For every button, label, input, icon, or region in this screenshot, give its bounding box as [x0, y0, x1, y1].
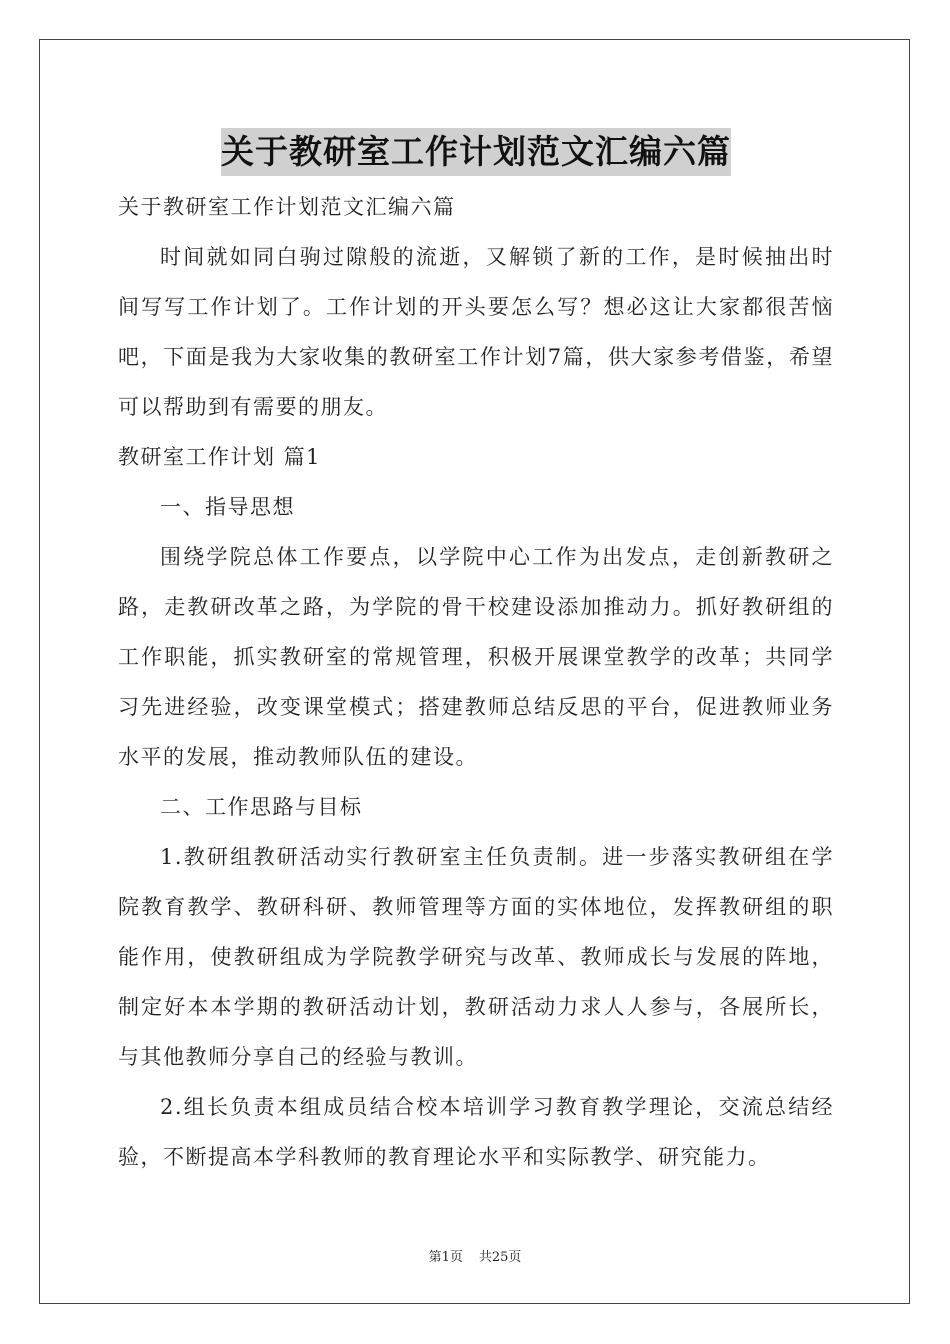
paragraph-goal-1: 1.教研组教研活动实行教研室主任负责制。进一步落实教研组在学院教育教学、教研科研、教师管理等方面的实体地位，发挥教研组的职能作用，使教研组成为学院教学研究与改革、教师成长与发展的阵地，制定好本本学期的教研活动计划，教研活动力求人人参与，各展所长，与其他教师分享自己的经验与教训。: [118, 845, 834, 1069]
heading-guiding-ideology: 一、指导思想: [160, 495, 295, 519]
page-total: 共25页: [478, 1250, 522, 1265]
intro-paragraph: 时间就如同白驹过隙般的流逝，又解锁了新的工作，是时候抽出时间写写工作计划了。工作计划的开头要怎么写？想必这让大家都很苦恼吧，下面是我为大家收集的教研室工作计划7篇，供大家参考借鉴，希望可以帮助到有需要的朋友。: [118, 245, 834, 419]
page-footer: [0, 1246, 950, 1265]
paragraph-goal-2: 2.组长负责本组成员结合校本培训学习教育教学理论，交流总结经验，不断提高本学科教师的教育理论水平和实际教学、研究能力。: [118, 1095, 834, 1169]
document-body: [118, 120, 834, 1182]
page-number: 第1页: [428, 1250, 463, 1265]
document-title: 关于教研室工作计划范文汇编六篇: [221, 128, 731, 176]
heading-work-goals: 二、工作思路与目标: [160, 795, 363, 819]
paragraph-guiding-ideology: 围绕学院总体工作要点，以学院中心工作为出发点，走创新教研之路，走教研改革之路，为学院的骨干校建设添加推动力。抓好教研组的工作职能，抓实教研室的常规管理，积极开展课堂教学的改革；共同学习先进经验，改变课堂模式；搭建教师总结反思的平台，促进教师业务水平的发展，推动教师队伍的建设。: [118, 545, 834, 769]
title-container: [118, 128, 834, 176]
section-heading: 教研室工作计划 篇1: [118, 445, 322, 469]
subtitle-line: 关于教研室工作计划范文汇编六篇: [118, 195, 456, 219]
